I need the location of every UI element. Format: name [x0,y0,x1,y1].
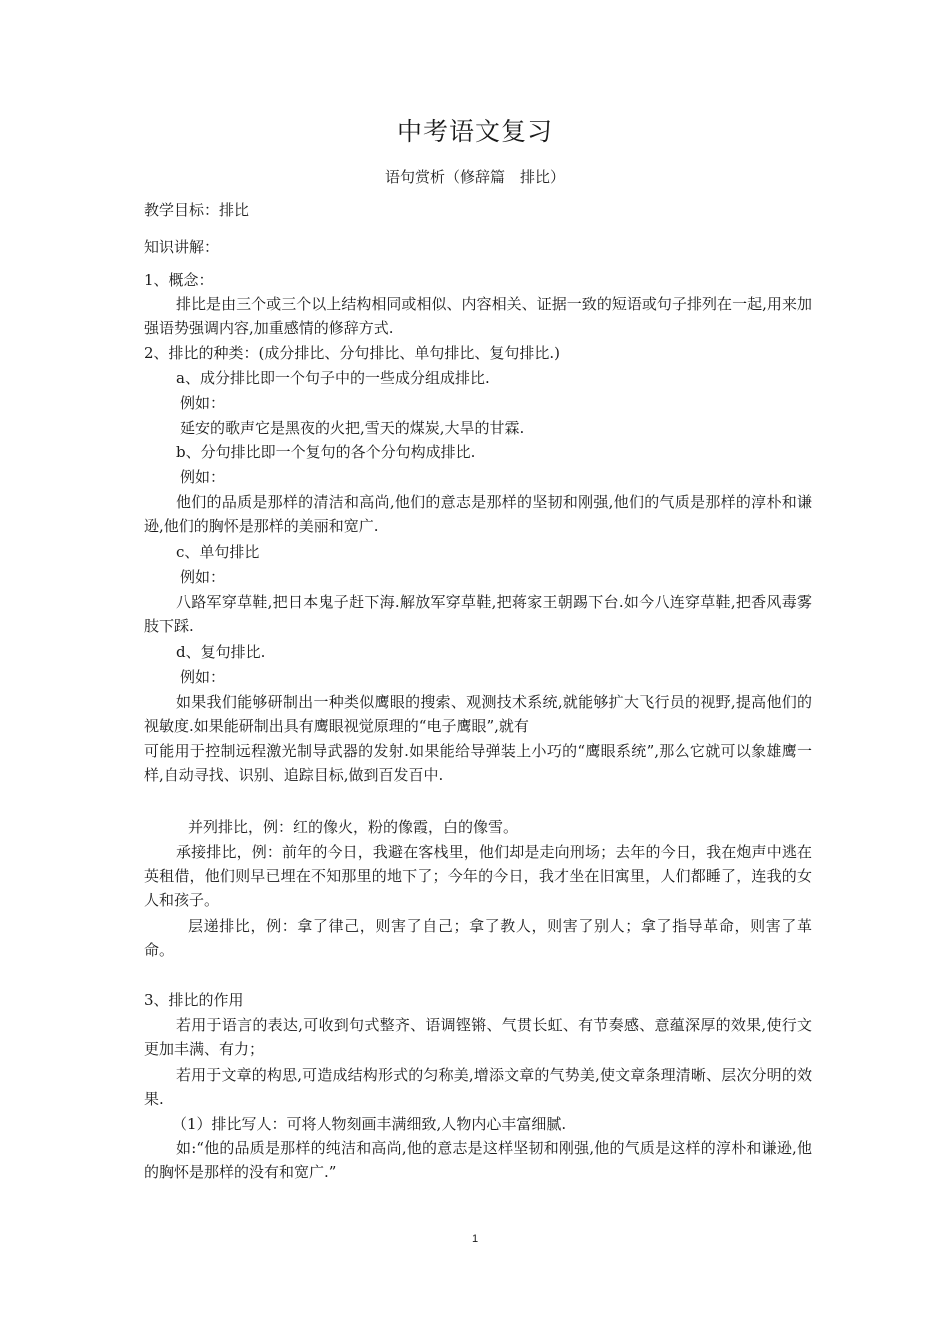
section-3-paragraph-2: 若用于文章的构思,可造成结构形式的匀称美,增添文章的气势美,使文章条理清晰、层次分明的效果. [144,1066,812,1108]
type-d-heading: d、复句排比. [176,643,266,661]
progressive-parallelism: 层递排比，例：拿了律己，则害了自己；拿了教人，则害了别人；拿了指导革命，则害了革命。 [144,917,812,959]
section-3-paragraph-1: 若用于语言的表达,可收到句式整齐、语调铿锵、气贯长虹、有节奏感、意蕴深厚的效果,使行文更加丰满、有力； [144,1016,812,1058]
type-d-example-label: 例如： [180,668,226,686]
section-2-heading: 2、排比的种类：(成分排比、分句排比、单句排比、复句排比.) [144,344,561,362]
type-b-example: 他们的品质是那样的清洁和高尚,他们的意志是那样的坚韧和刚强,他们的气质是那样的淳朴和谦逊,他们的胸怀是那样的美丽和宽广. [144,493,812,535]
type-b-example-label: 例如： [180,468,226,486]
section-1-heading: 1、概念： [144,271,214,289]
knowledge-heading: 知识讲解： [144,238,220,256]
type-c-heading: c、单句排比 [176,543,260,561]
type-d-example-part-2: 可能用于控制远程激光制导武器的发射.如果能给导弹装上小巧的“鹰眼系统”,那么它就可以象雄鹰一样,自动寻找、识别、追踪目标,做到百发百中. [144,742,812,784]
sequential-parallelism: 承接排比，例：前年的今日，我避在客栈里，他们却是走向刑场；去年的今日，我在炮声中逃在英租借，他们则早已埋在不知那里的地下了；今年的今日，我才坐在旧寓里，人们都睡了，连我的女人和孩子。 [144,843,812,909]
type-b-heading: b、分句排比即一个复句的各个分句构成排比. [176,443,476,461]
section-3-heading: 3、排比的作用 [144,991,244,1009]
type-d-example-part-1: 如果我们能够研制出一种类似鹰眼的搜索、观测技术系统,就能够扩大飞行员的视野,提高他们的视敏度.如果能研制出具有鹰眼视觉原理的“电子鹰眼”,就有 [144,693,812,735]
section-3-item-1-example: 如:“他的品质是那样的纯洁和高尚,他的意志是这样坚韧和刚强,他的气质是这样的淳朴和谦逊,他的胸怀是那样的没有和宽广.” [144,1139,812,1181]
page-title: 中考语文复习 [396,117,553,146]
section-3-item-1: （1）排比写人：可将人物刻画丰满细致,人物内心丰富细腻. [172,1115,567,1133]
parallel-parallelism: 并列排比，例：红的像火，粉的像霞，白的像雪。 [188,818,519,836]
teaching-goal: 教学目标：排比 [144,201,250,219]
type-a-example-label: 例如： [180,394,226,412]
type-a-heading: a、成分排比即一个句子中的一些成分组成排比. [176,369,490,387]
page-subtitle: 语句赏析（修辞篇 排比） [384,168,565,186]
type-c-example: 八路军穿草鞋,把日本鬼子赶下海.解放军穿草鞋,把蒋家王朝踢下台.如今八连穿草鞋,把香风毒雾肢下踩. [144,593,812,635]
page-number: 1 [471,1233,479,1245]
type-c-example-label: 例如： [180,568,226,586]
section-1-body: 排比是由三个或三个以上结构相同或相似、内容相关、证据一致的短语或句子排列在一起,用来加强语势强调内容,加重感情的修辞方式. [144,295,812,337]
type-a-example: 延安的歌声它是黑夜的火把,雪天的煤炭,大旱的甘霖. [180,419,525,437]
